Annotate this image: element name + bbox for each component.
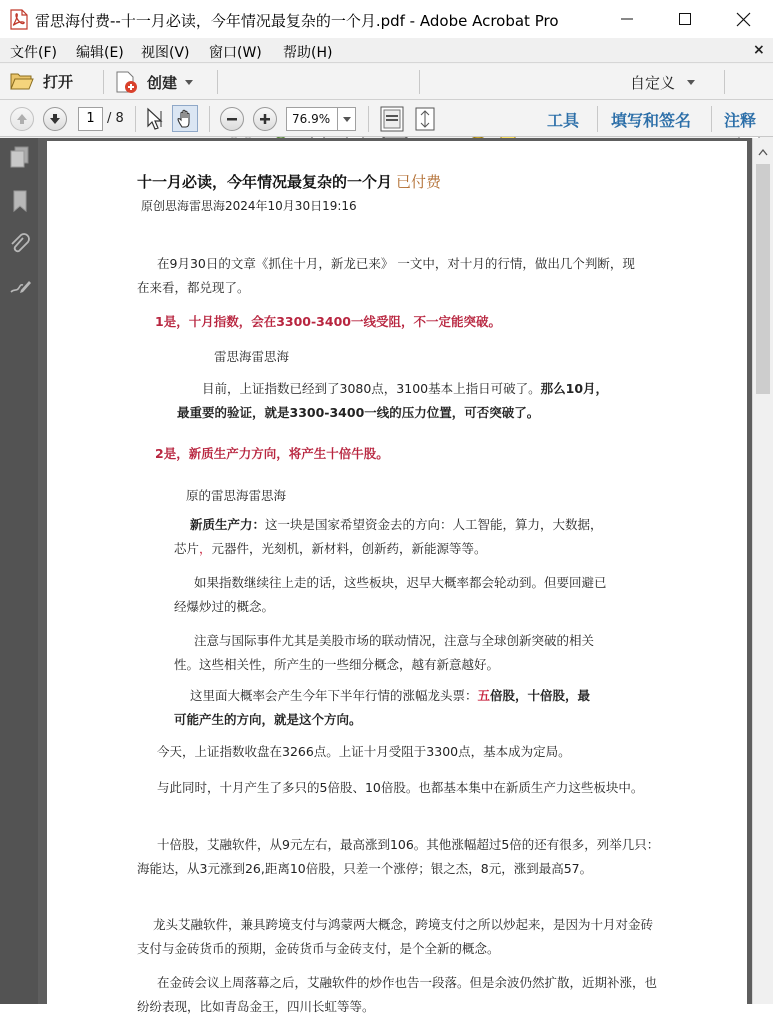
- paid-badge: 已付费: [396, 173, 442, 191]
- paragraph-text: 这里面大概率会产生今年下半年行情的涨幅龙头票：: [190, 688, 478, 703]
- pdf-page: [47, 141, 747, 1014]
- attachment-paperclip-icon[interactable]: [9, 233, 31, 255]
- menu-edit[interactable]: 编辑(E): [76, 45, 124, 61]
- section-heading: 2是，新质生产力方向，将产生十倍牛股。: [155, 446, 389, 461]
- next-page-button[interactable]: [43, 107, 67, 131]
- customize-button[interactable]: [630, 72, 695, 93]
- hand-tool-button[interactable]: [172, 105, 198, 132]
- article-title: [137, 171, 441, 192]
- toolbar-separator: [724, 70, 725, 94]
- paragraph-bold-text: 那么10月，最重要的验证，就是3300-3400一线的压力位置，可否突破了。: [177, 381, 609, 420]
- toolbar-separator: [217, 70, 218, 94]
- pane-separator: [711, 106, 712, 132]
- paragraph: [174, 513, 609, 561]
- zoom-in-button[interactable]: [253, 107, 277, 131]
- document-close-button[interactable]: ×: [753, 42, 765, 58]
- maximize-icon: [679, 13, 691, 25]
- menu-window[interactable]: 窗口(W): [209, 45, 262, 61]
- paragraph: 如果指数继续往上走的话，这些板块，迟早大概率都会轮动到。但要回避已经爆炒过的概念。: [174, 575, 607, 614]
- toolbar-separator: [103, 70, 104, 94]
- minus-icon: [226, 113, 238, 125]
- pdf-file-icon: [9, 9, 29, 30]
- vertical-scrollbar[interactable]: [752, 138, 773, 1004]
- paragraph: 在9月30日的文章《抓住十月，新龙已来》 一文中，对十月的行情，做出几个判断，现在来看，都兑现了。: [137, 256, 635, 295]
- signature-pen-icon[interactable]: [9, 276, 31, 298]
- chevron-down-icon: [185, 80, 193, 85]
- scroll-up-arrow-icon[interactable]: [758, 148, 768, 156]
- menu-view[interactable]: 视图(V): [141, 45, 190, 61]
- menu-file[interactable]: 文件(F): [10, 45, 57, 61]
- page-total: / 8: [107, 111, 124, 126]
- toolbar-separator: [135, 106, 136, 132]
- tools-pane-tab[interactable]: 工具: [547, 111, 580, 130]
- fill-sign-pane-tab[interactable]: 填写和签名: [611, 111, 692, 130]
- paragraph: 与此同时，十月产生了多只的5倍股、10倍股。也都基本集中在新质生产力这些板块中。: [157, 780, 644, 795]
- open-button[interactable]: [9, 70, 73, 92]
- highlight-text: ，: [199, 541, 212, 556]
- scrollbar-thumb[interactable]: [756, 164, 770, 394]
- title-bar: [0, 0, 773, 38]
- plus-icon: [259, 113, 271, 125]
- pane-separator: [597, 106, 598, 132]
- menu-bar: [0, 38, 773, 63]
- main-toolbar: [0, 64, 773, 100]
- close-button[interactable]: [714, 0, 772, 38]
- zoom-dropdown-button[interactable]: [337, 108, 355, 130]
- chevron-down-icon: [687, 80, 695, 85]
- arrow-up-icon: [16, 113, 28, 125]
- maximize-button[interactable]: [656, 0, 714, 38]
- minimize-icon: [621, 13, 633, 25]
- hand-icon: [176, 109, 196, 129]
- arrow-down-icon: [49, 113, 61, 125]
- rotate-view-icon[interactable]: [414, 106, 436, 132]
- toolbar-separator: [368, 106, 369, 132]
- paragraph-bold-text: [174, 688, 590, 727]
- window-title: 雷思海付费--十一月必读，今年情况最复杂的一个月.pdf - Adobe Acrobat Pro: [35, 12, 559, 30]
- page-thumbnails-icon[interactable]: [9, 146, 31, 168]
- left-navigation-panel: [0, 138, 38, 1004]
- paragraph-text: 目前，上证指数已经到了3080点，3100基本上指日可破了。: [202, 381, 541, 396]
- page-number-input[interactable]: 1: [78, 107, 103, 131]
- previous-page-button[interactable]: [10, 107, 34, 131]
- create-label: 创建: [147, 73, 178, 92]
- folder-open-icon: [9, 70, 35, 92]
- close-icon: [737, 13, 750, 26]
- zoom-value: 76.9%: [292, 112, 331, 126]
- paragraph: 十倍股，艾融软件，从9元左右，最高涨到106。其他涨幅超过5倍的还有很多，列举几只：海能达，从3元涨到26,距离10倍股，只差一个涨停；银之杰，8元，涨到最高57。: [137, 837, 660, 876]
- comment-pane-tab[interactable]: 注释: [724, 111, 757, 130]
- menu-help[interactable]: 帮助(H): [283, 45, 333, 61]
- zoom-out-button[interactable]: [220, 107, 244, 131]
- article-meta: 原创思海雷思海2024年10月30日19:16: [141, 199, 357, 213]
- customize-label: 自定义: [630, 74, 676, 92]
- fit-page-icon[interactable]: [380, 106, 404, 132]
- create-pdf-icon: [113, 70, 139, 94]
- highlight-text: 五: [477, 688, 491, 703]
- paragraph-text: 这一块是国家希望资金去的方向：人工智能，算力，大数据，芯片: [174, 517, 603, 556]
- toolbar-separator: [419, 70, 420, 94]
- author-line: 雷思海雷思海: [214, 349, 290, 364]
- bookmark-icon[interactable]: [9, 190, 31, 212]
- chevron-down-icon: [343, 117, 351, 122]
- paragraph: [174, 684, 594, 732]
- paragraph-text: 元器件，光刻机，新材料，创新药，新能源等等。: [211, 541, 487, 556]
- paragraph-bold-text: 倍股，十倍股，最可能产生的方向，就是这个方向。: [174, 688, 591, 727]
- paragraph-bold-text: 新质生产力：: [190, 517, 266, 532]
- select-arrow-icon[interactable]: [144, 107, 164, 131]
- paragraph: 注意与国际事件尤其是美股市场的联动情况，注意与全球创新突破的相关性。这些相关性，所产生的一些细分概念，越有新意越好。: [174, 633, 595, 672]
- paragraph: 今天，上证指数收盘在3266点。上证十月受阻于3300点，基本成为定局。: [157, 744, 571, 759]
- author-line: 原的雷思海雷思海: [186, 488, 287, 503]
- zoom-select[interactable]: [286, 107, 356, 131]
- paragraph: 在金砖会议上周落幕之后，艾融软件的炒作也告一段落。但是余波仍然扩散，近期补涨，也纷纷表现，比如青岛金王，四川长虹等等。: [137, 975, 658, 1014]
- open-label: 打开: [43, 72, 74, 91]
- toolbar-separator: [209, 106, 210, 132]
- paragraph: 龙头艾融软件，兼具跨境支付与鸿蒙两大概念，跨境支付之所以炒起来，是因为十月对金砖支付与金砖货币的预期，金砖货币与金砖支付，是个全新的概念。: [137, 917, 654, 956]
- paragraph: [177, 377, 609, 425]
- section-heading: 1是，十月指数，会在3300-3400一线受阻，不一定能突破。: [155, 314, 501, 329]
- article-title-text: 十一月必读，今年情况最复杂的一个月: [137, 173, 393, 191]
- create-button[interactable]: [113, 70, 193, 94]
- minimize-button[interactable]: [598, 0, 656, 38]
